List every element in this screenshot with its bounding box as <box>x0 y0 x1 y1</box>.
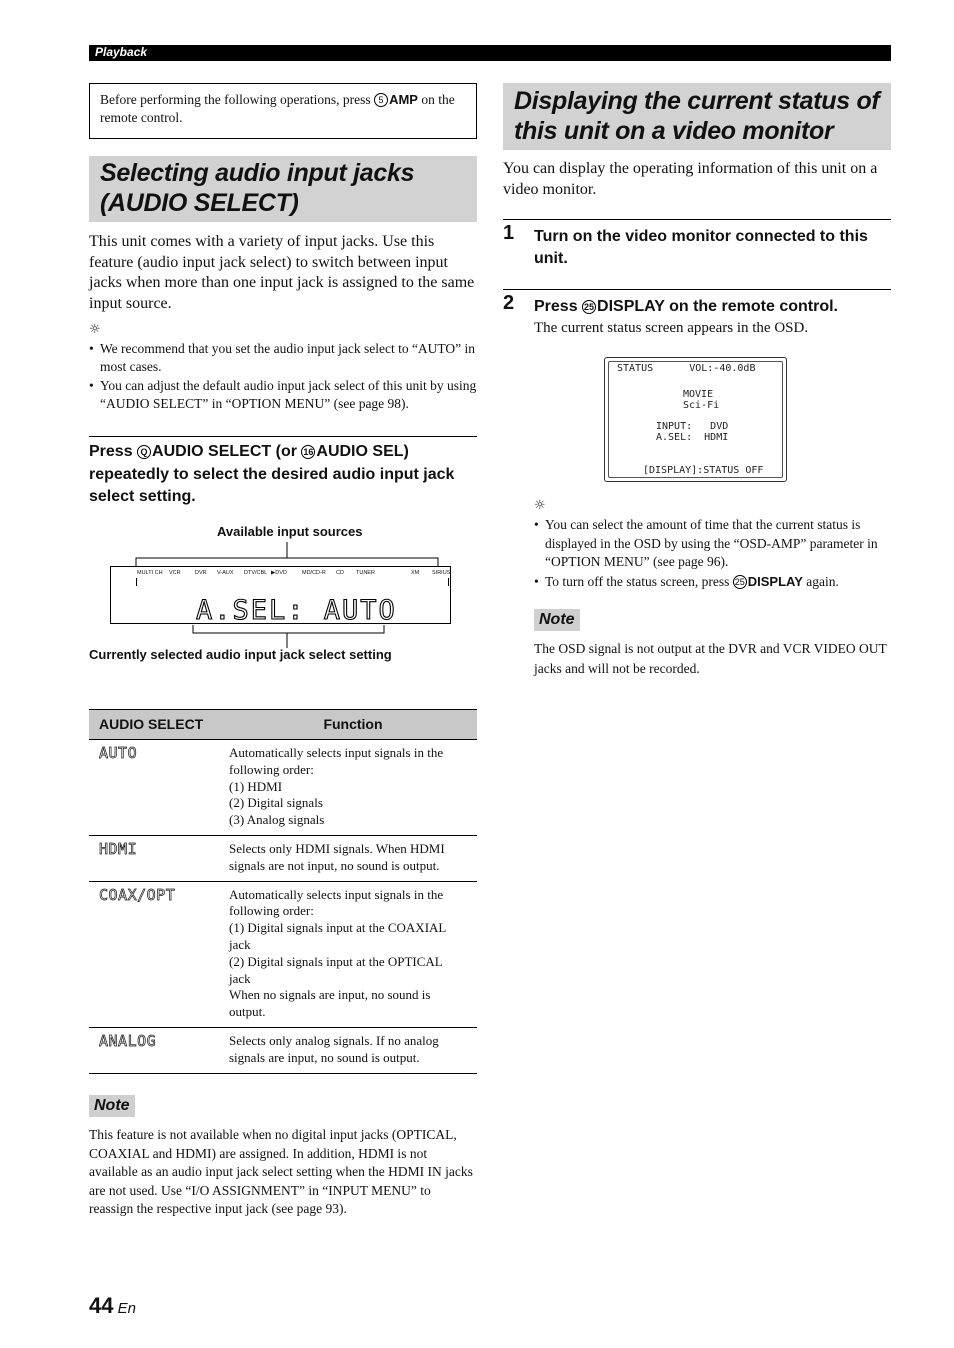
source-label: V-AUX <box>217 570 234 576</box>
setting-name: AUTO <box>99 744 138 762</box>
audio-select-key: AUDIO SELECT <box>152 443 272 460</box>
step-text: Press <box>89 443 138 460</box>
source-label: CD <box>336 570 344 576</box>
osd-line: A.SEL: HDMI <box>656 432 729 443</box>
prerequisite-box <box>89 83 477 139</box>
section-label: Playback <box>95 45 148 59</box>
note-text: This feature is not available when no digital input jacks (OPTICAL, COAXIAL and HDMI) are assigned. In addition, HDMI is not available as an audio input jack select setting when the HDMI IN jacks are not used. Use “I/O ASSIGNMENT” in “INPUT MENU” to reassign the respective input jack (see page 93). <box>89 1127 473 1216</box>
osd-line: [DISPLAY]:STATUS OFF <box>643 465 764 476</box>
source-label: VCR <box>169 570 181 576</box>
step-text-part: on the remote control. <box>664 298 838 315</box>
display-screen-text: A.SEL: AUTO <box>196 595 397 626</box>
setting-name: COAX/OPT <box>99 885 176 904</box>
osd-line: STATUS VOL:-40.0dB <box>617 363 756 374</box>
setting-name: HDMI <box>99 839 138 858</box>
step-subtext: The current status screen appears in the OSD. <box>534 320 809 336</box>
display-key: DISPLAY <box>597 298 665 315</box>
function-text: (2) Digital signals <box>229 795 323 811</box>
front-panel-display <box>110 566 451 624</box>
function-text: (2) Digital signals input at the OPTICAL jack <box>229 953 443 986</box>
table-header-function: Function <box>229 710 477 740</box>
setting-name: ANALOG <box>99 1031 157 1050</box>
tip-item <box>534 573 891 592</box>
tips-list <box>534 516 891 591</box>
page-number-value: 44 <box>89 1293 114 1318</box>
function-text: Automatically selects input signals in the following order: <box>229 745 444 777</box>
current-setting-label: Currently selected audio input jack select setting <box>89 647 392 662</box>
right-column <box>503 83 891 200</box>
source-label: MD/CD-R <box>302 570 326 576</box>
step-number: 2 <box>503 292 515 314</box>
language-code: En <box>113 1300 136 1317</box>
tip-item: • We recommend that you set the audio input jack select to “AUTO” in most cases. <box>89 340 477 376</box>
step-text: ) repeatedly to select the desired audio input jack select setting. <box>89 443 455 505</box>
source-label: TUNER <box>356 570 375 576</box>
intro-paragraph: You can display the operating information of this unit on a video monitor. <box>503 160 878 198</box>
section-header-bar <box>89 45 891 61</box>
remote-key-number: Q <box>137 445 151 459</box>
tip-icon: ☼ <box>534 498 546 513</box>
table-row <box>89 881 477 1027</box>
function-text: Selects only HDMI signals. When HDMI signals are not input, no sound is output. <box>229 840 445 873</box>
function-text: Selects only analog signals. If no analog signals are input, no sound is output. <box>229 1032 439 1065</box>
intro-paragraph: This unit comes with a variety of input jacks. Use this feature (audio input jack select) to switch between input jacks when more than one input jack is assigned to the same input source. <box>89 233 475 312</box>
section-heading-audio-select: Selecting audio input jacks (AUDIO SELECT) <box>89 156 477 222</box>
source-label: SIRIUS <box>432 570 451 576</box>
table-row <box>89 740 477 836</box>
step-2 <box>503 289 891 339</box>
step-text: (or <box>271 443 302 460</box>
table-header-setting: AUDIO SELECT <box>89 710 229 740</box>
function-text: (3) Analog signals <box>229 812 325 828</box>
source-label: MULTI CH <box>137 570 163 576</box>
right-tips <box>534 498 891 592</box>
osd-status-screen <box>604 357 787 482</box>
osd-line: Sci-Fi <box>683 400 720 411</box>
audio-select-table-wrap <box>89 709 477 1074</box>
page-number <box>89 1293 136 1319</box>
step-text: Turn on the video monitor connected to this unit. <box>534 228 868 267</box>
note-badge: Note <box>534 609 580 631</box>
tips-list <box>89 340 477 413</box>
source-label: DVR <box>195 570 207 576</box>
tip-text: again. <box>802 573 839 589</box>
audio-sel-key: AUDIO SEL <box>316 443 404 460</box>
remote-key-number: 16 <box>303 447 314 457</box>
amp-key-label: AMP <box>389 92 418 107</box>
prebox-text-end: on the remote control. <box>100 92 455 125</box>
osd-line: INPUT: DVD <box>656 421 729 432</box>
prebox-text: Before performing the following operations, press <box>100 92 375 107</box>
table-row <box>89 835 477 881</box>
tip-item: • You can adjust the default audio input jack select of this unit by using “AUDIO SELECT” in “OPTION MENU” (see page 98). <box>89 377 477 413</box>
remote-key-number: 25 <box>734 576 745 587</box>
display-divider <box>448 578 449 586</box>
audio-select-table <box>89 709 477 1074</box>
step-instruction <box>89 436 477 509</box>
tip-text: To turn off the status screen, press <box>545 573 733 589</box>
remote-key-number: 5 <box>374 93 388 107</box>
step-1 <box>503 219 891 270</box>
display-key: DISPLAY <box>747 573 803 589</box>
function-text: When no signals are input, no sound is output. <box>229 987 431 1020</box>
remote-key-number: 25 <box>584 302 595 312</box>
source-label: ▶DVD <box>271 570 287 576</box>
osd-line: MOVIE <box>683 389 714 400</box>
function-text: (1) Digital signals input at the COAXIAL jack <box>229 920 446 952</box>
source-label: XM <box>411 570 420 576</box>
osd-frame <box>608 361 783 478</box>
left-column <box>89 83 477 509</box>
right-note <box>534 609 891 678</box>
function-text: Automatically selects input signals in the following order: <box>229 886 444 919</box>
display-divider <box>136 578 137 586</box>
table-row <box>89 1027 477 1073</box>
note-badge: Note <box>89 1095 135 1117</box>
available-sources-label: Available input sources <box>217 524 363 539</box>
note-text: The OSD signal is not output at the DVR and VCR VIDEO OUT jacks and will not be recorded. <box>534 641 887 676</box>
left-note <box>89 1095 474 1219</box>
input-source-labels <box>111 570 450 578</box>
step-text-part: Press <box>534 298 583 315</box>
step-number: 1 <box>503 222 515 244</box>
source-label: DTV/CBL <box>244 570 268 576</box>
tip-icon: ☼ <box>89 322 101 337</box>
section-heading-status-display: Displaying the current status of this unit on a video monitor <box>503 83 891 150</box>
function-text: (1) HDMI <box>229 778 283 794</box>
step-text <box>534 290 891 318</box>
tip-item: • You can select the amount of time that the current status is displayed in the OSD by using the “OSD-AMP” parameter in “OPTION MENU” (see page 96). <box>534 516 891 572</box>
